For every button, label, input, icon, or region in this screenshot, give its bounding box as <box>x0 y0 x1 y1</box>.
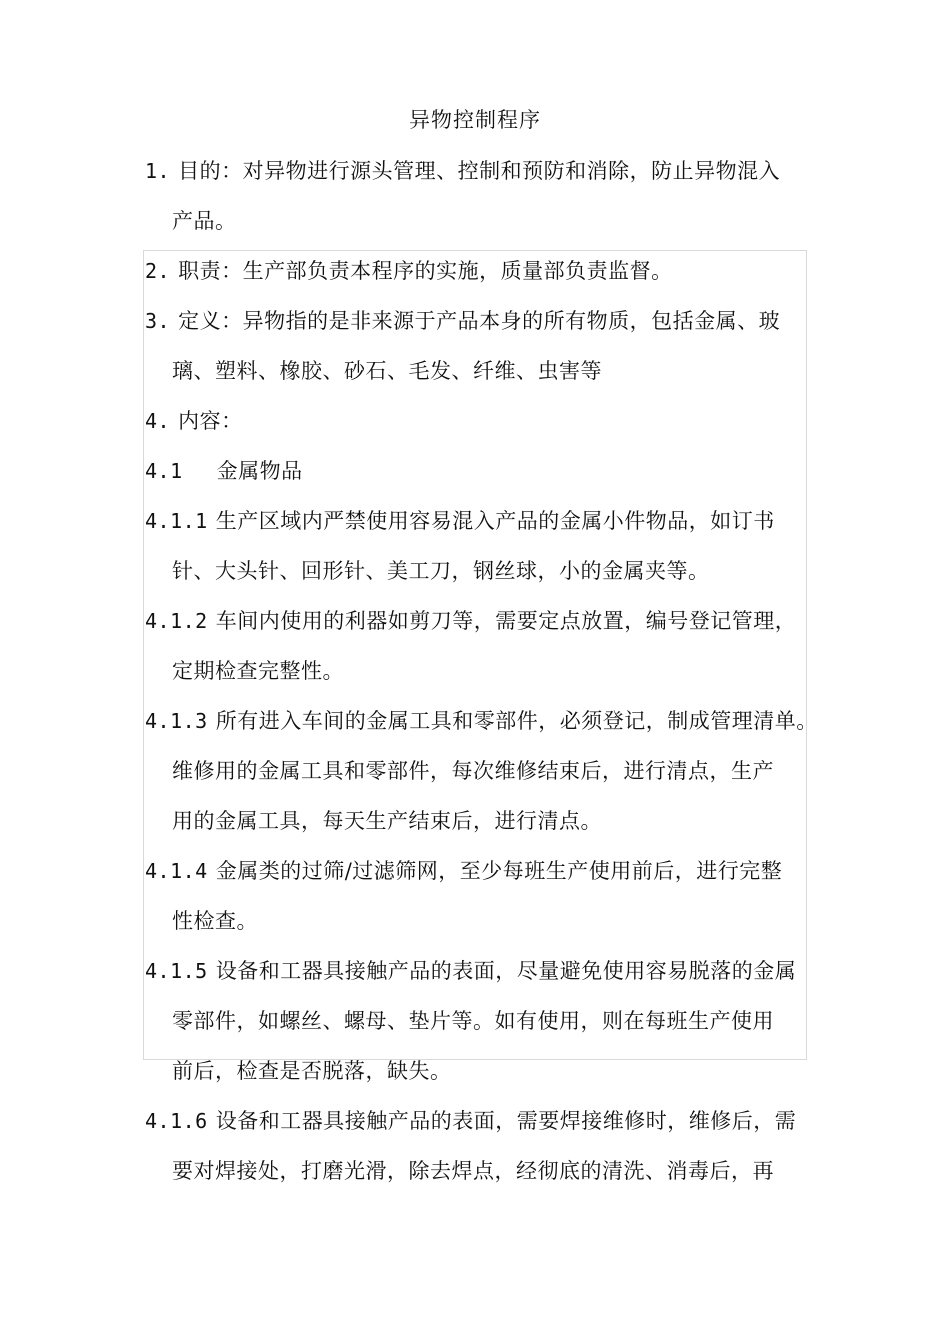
section-number: 4. <box>145 409 171 433</box>
section-4-1-1-line-1 <box>145 505 775 537</box>
section-number: 4.1.5 <box>145 959 208 983</box>
section-4-1-5-line-2 <box>172 1005 774 1037</box>
section-number: 4.1.2 <box>145 609 208 633</box>
section-4-1-3-line-2 <box>172 755 774 787</box>
paragraph-text: 内容： <box>178 409 243 433</box>
section-number: 4.1.1 <box>145 509 208 533</box>
section-4-1-1-line-2 <box>172 555 710 587</box>
paragraph-text: 设备和工器具接触产品的表面，尽量避免使用容易脱落的金属 <box>215 959 797 983</box>
section-4-1-2-line-2 <box>172 655 344 687</box>
section-4-1-2-line-1 <box>145 605 796 637</box>
paragraph-text: 要对焊接处，打磨光滑，除去焊点，经彻底的清洗、消毒后，再 <box>172 1159 774 1183</box>
paragraph-text: 所有进入车间的金属工具和零部件，必须登记，制成管理清单。 <box>215 709 818 733</box>
section-4-1-3-line-3 <box>172 805 602 837</box>
section-1-line-1 <box>145 155 780 187</box>
paragraph-text: 金属物品 <box>216 459 303 483</box>
paragraph-text: 维修用的金属工具和零部件，每次维修结束后，进行清点，生产 <box>172 759 774 783</box>
section-number: 2. <box>145 259 171 283</box>
section-4-1-line-1 <box>145 455 303 487</box>
paragraph-text: 职责：生产部负责本程序的实施，质量部负责监督。 <box>178 259 673 283</box>
section-4-1-5-line-1 <box>145 955 796 987</box>
section-3-line-1 <box>145 305 780 337</box>
section-4-1-4-line-2 <box>172 905 258 937</box>
paragraph-text: 定义：异物指的是非来源于产品本身的所有物质，包括金属、玻 <box>178 309 781 333</box>
paragraph-text: 生产区域内严禁使用容易混入产品的金属小件物品，如订书 <box>215 509 775 533</box>
section-number: 4.1.6 <box>145 1109 208 1133</box>
section-1-line-2 <box>172 205 237 237</box>
paragraph-text: 性检查。 <box>172 909 258 933</box>
section-4-1-5-line-3 <box>172 1055 452 1087</box>
document-title: 异物控制程序 <box>409 108 541 132</box>
section-number: 3. <box>145 309 171 333</box>
section-2-line-1 <box>145 255 673 287</box>
section-4-1-6-line-2 <box>172 1155 774 1187</box>
paragraph-text: 金属类的过筛/过滤筛网，至少每班生产使用前后，进行完整 <box>215 859 783 883</box>
section-4-1-3-line-1 <box>145 705 818 737</box>
section-4-1-6-line-1 <box>145 1105 796 1137</box>
paragraph-text: 车间内使用的利器如剪刀等，需要定点放置，编号登记管理， <box>215 609 797 633</box>
paragraph-text: 设备和工器具接触产品的表面，需要焊接维修时，维修后，需 <box>215 1109 797 1133</box>
paragraph-text: 用的金属工具，每天生产结束后，进行清点。 <box>172 809 602 833</box>
section-number: 1. <box>145 159 171 183</box>
paragraph-text: 前后，检查是否脱落，缺失。 <box>172 1059 452 1083</box>
paragraph-text: 针、大头针、回形针、美工刀，钢丝球，小的金属夹等。 <box>172 559 710 583</box>
section-4-1-4-line-1 <box>145 855 782 887</box>
paragraph-text: 零部件，如螺丝、螺母、垫片等。如有使用，则在每班生产使用 <box>172 1009 774 1033</box>
section-number: 4.1.3 <box>145 709 208 733</box>
paragraph-text: 定期检查完整性。 <box>172 659 344 683</box>
section-3-line-2 <box>172 355 602 387</box>
paragraph-text: 璃、塑料、橡胶、砂石、毛发、纤维、虫害等 <box>172 359 602 383</box>
section-4-line-1 <box>145 405 243 437</box>
section-number: 4.1 <box>145 459 183 483</box>
paragraph-text: 产品。 <box>172 209 237 233</box>
section-number: 4.1.4 <box>145 859 208 883</box>
paragraph-text: 目的：对异物进行源头管理、控制和预防和消除，防止异物混入 <box>178 159 781 183</box>
